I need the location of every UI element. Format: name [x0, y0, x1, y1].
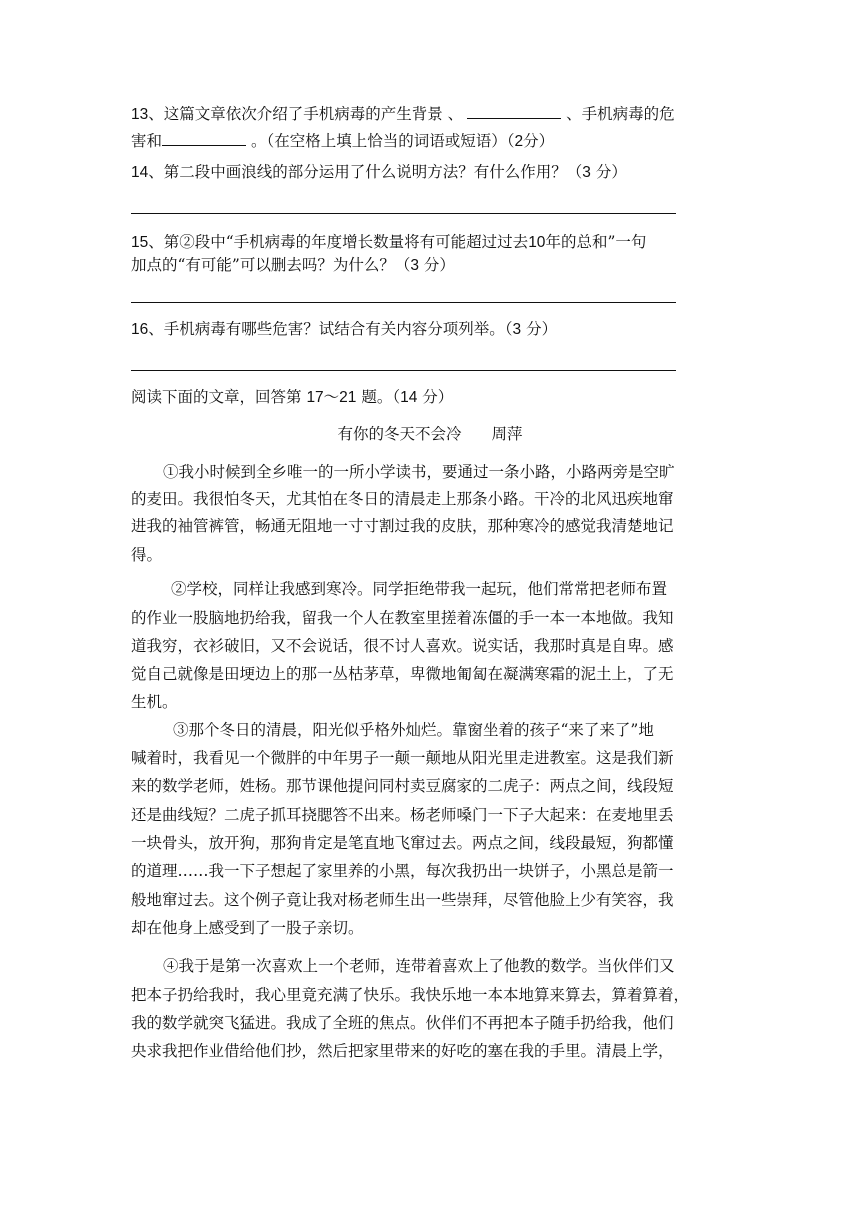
- article-author: 周萍: [491, 425, 523, 443]
- paragraph-3-line: 还是曲线短？二虎子抓耳挠腮答不出来。杨老师嗓门一下子大起来：在麦地里丢: [131, 806, 674, 824]
- paragraph-3-line: 般地窜过去。这个例子竟让我对杨老师生出一些崇拜，尽管他脸上少有笑容，我: [131, 891, 674, 909]
- paragraph-2-line: 道我穷，衣衫破旧，又不会说话，很不讨人喜欢。说实话，我那时真是自卑。感: [131, 637, 674, 655]
- paragraph-3-line: 一块骨头，放开狗，那狗肯定是笔直地飞窜过去。两点之间，线段最短，狗都懂: [131, 834, 674, 852]
- question-15-line-2: 加点的“有可能”可以删去吗？为什么？（3 分）: [131, 256, 455, 274]
- question-16: 16、手机病毒有哪些危害？试结合有关内容分项列举。（3 分）: [131, 320, 558, 338]
- question-13-line-2: 害和 。（在空格上填上恰当的词语或短语）（2分）: [131, 132, 555, 150]
- reading-instruction: 阅读下面的文章，回答第 17～21 题。（14 分）: [131, 388, 454, 406]
- paragraph-3-line: 却在他身上感受到了一股子亲切。: [131, 919, 364, 937]
- paragraph-4-line: 央求我把作业借给他们抄，然后把家里带来的好吃的塞在我的手里。清晨上学，: [131, 1042, 674, 1060]
- paragraph-4-line: ④我于是第一次喜欢上一个老师，连带着喜欢上了他教的数学。当伙伴们又: [163, 957, 675, 975]
- question-15-line-1: 15、第②段中“手机病毒的年度增长数量将有可能超过过去10年的总和”一句: [131, 233, 647, 251]
- question-13-line-1: 13、这篇文章依次介绍了手机病毒的产生背景 、 、手机病毒的危: [131, 105, 675, 123]
- paragraph-3-line: 来的数学老师，姓杨。那节课他提问同村卖豆腐家的二虎子：两点之间，线段短: [131, 777, 674, 795]
- paragraph-3-line: 喊着时，我看见一个微胖的中年男子一颠一颠地从阳光里走进教室。这是我们新: [131, 749, 674, 767]
- answer-line[interactable]: [131, 370, 676, 371]
- paragraph-2-line: ②学校，同样让我感到寒冷。同学拒绝带我一起玩，他们常常把老师布置: [171, 580, 668, 598]
- answer-line[interactable]: [131, 213, 676, 214]
- paragraph-3-line: ③那个冬日的清晨，阳光似乎格外灿烂。靠窗坐着的孩子“来了来了”地: [173, 721, 654, 739]
- paragraph-1-line: ①我小时候到全乡唯一的一所小学读书，要通过一条小路，小路两旁是空旷: [163, 463, 675, 481]
- answer-line[interactable]: [131, 302, 676, 303]
- paragraph-1-line: 进我的袖管裤管，畅通无阻地一寸寸割过我的皮肤，那种寒冷的感觉我清楚地记: [131, 517, 674, 535]
- answer-blank[interactable]: [162, 131, 246, 146]
- question-14: 14、第二段中画浪线的部分运用了什么说明方法？有什么作用？（3 分）: [131, 163, 627, 181]
- paragraph-3-line: 的道理……我一下子想起了家里养的小黑，每次我扔出一块饼子，小黑总是箭一: [131, 862, 674, 880]
- paragraph-2-line: 生机。: [131, 693, 178, 711]
- question-15-number: 15: [131, 234, 149, 251]
- paragraph-2-line: 的作业一股脑地扔给我，留我一个人在教室里搓着冻僵的手一本一本地做。我知: [131, 609, 674, 627]
- article-title-line: [0, 424, 860, 444]
- question-13-number: 13: [131, 106, 149, 123]
- question-14-number: 14: [131, 164, 149, 181]
- paragraph-1-line: 得。: [131, 546, 163, 564]
- paragraph-4-line: 我的数学就突飞猛进。我成了全班的焦点。伙伴们不再把本子随手扔给我，他们: [131, 1014, 674, 1032]
- paragraph-1-line: 的麦田。我很怕冬天，尤其怕在冬日的清晨走上那条小路。干冷的北风迅疾地窜: [131, 490, 674, 508]
- paragraph-4-line: 把本子扔给我时，我心里竟充满了快乐。我快乐地一本本地算来算去，算着算着，: [131, 986, 690, 1004]
- answer-blank[interactable]: [467, 104, 561, 119]
- question-16-number: 16: [131, 321, 149, 338]
- paragraph-2-line: 觉自己就像是田埂边上的那一丛枯茅草，卑微地匍匐在凝满寒霜的泥土上，了无: [131, 665, 674, 683]
- article-title: 有你的冬天不会冷: [337, 425, 462, 443]
